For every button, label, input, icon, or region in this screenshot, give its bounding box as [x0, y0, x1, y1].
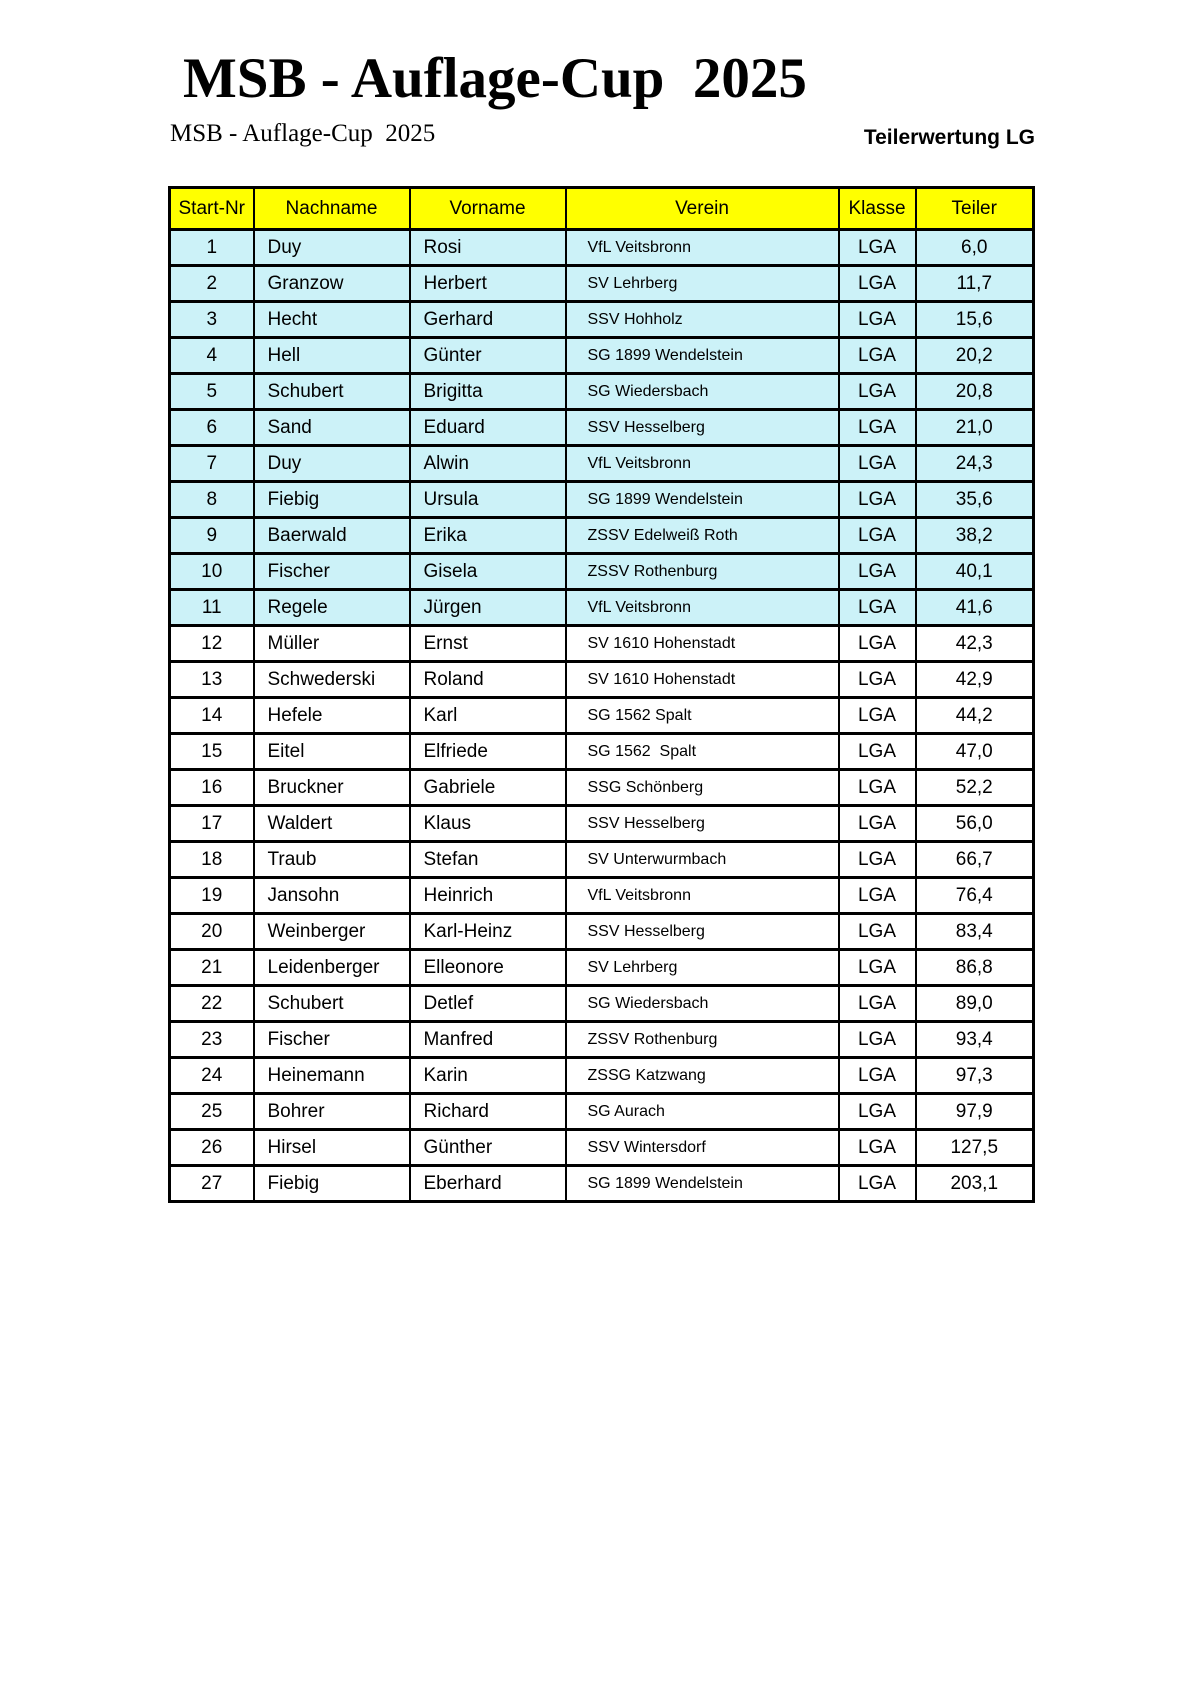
cell-vorname: Manfred	[410, 1022, 566, 1058]
cell-teiler: 20,8	[916, 374, 1034, 410]
cell-teiler: 47,0	[916, 734, 1034, 770]
cell-verein: SG Wiedersbach	[566, 374, 839, 410]
cell-verein: ZSSG Katzwang	[566, 1058, 839, 1094]
cell-klasse: LGA	[839, 518, 916, 554]
table-row	[170, 590, 1034, 626]
table-row	[170, 806, 1034, 842]
cell-start-nr: 2	[170, 266, 254, 302]
cell-start-nr: 13	[170, 662, 254, 698]
cell-nachname: Baerwald	[254, 518, 410, 554]
cell-nachname: Fiebig	[254, 1166, 410, 1202]
table-row	[170, 1166, 1034, 1202]
table-row	[170, 842, 1034, 878]
cell-verein: ZSSV Rothenburg	[566, 1022, 839, 1058]
cell-nachname: Eitel	[254, 734, 410, 770]
cell-start-nr: 24	[170, 1058, 254, 1094]
table-row	[170, 1094, 1034, 1130]
cell-start-nr: 23	[170, 1022, 254, 1058]
cell-teiler: 42,3	[916, 626, 1034, 662]
cell-verein: SSV Hesselberg	[566, 806, 839, 842]
cell-teiler: 93,4	[916, 1022, 1034, 1058]
cell-teiler: 89,0	[916, 986, 1034, 1022]
cell-teiler: 40,1	[916, 554, 1034, 590]
table-row	[170, 338, 1034, 374]
cell-teiler: 6,0	[916, 230, 1034, 266]
cell-vorname: Ursula	[410, 482, 566, 518]
cell-start-nr: 26	[170, 1130, 254, 1166]
cell-verein: SSV Hohholz	[566, 302, 839, 338]
cell-verein: SSV Hesselberg	[566, 914, 839, 950]
page-subtitle: MSB - Auflage-Cup 2025	[170, 120, 436, 147]
cell-start-nr: 16	[170, 770, 254, 806]
table-row	[170, 266, 1034, 302]
cell-vorname: Gabriele	[410, 770, 566, 806]
cell-klasse: LGA	[839, 230, 916, 266]
cell-vorname: Herbert	[410, 266, 566, 302]
cell-verein: SV Unterwurmbach	[566, 842, 839, 878]
cell-vorname: Heinrich	[410, 878, 566, 914]
header-row	[170, 188, 1034, 230]
table-row	[170, 986, 1034, 1022]
cell-klasse: LGA	[839, 986, 916, 1022]
table-row	[170, 446, 1034, 482]
cell-start-nr: 3	[170, 302, 254, 338]
cell-nachname: Bruckner	[254, 770, 410, 806]
cell-start-nr: 11	[170, 590, 254, 626]
cell-klasse: LGA	[839, 410, 916, 446]
cell-teiler: 21,0	[916, 410, 1034, 446]
cell-klasse: LGA	[839, 662, 916, 698]
table-row	[170, 662, 1034, 698]
cell-vorname: Karl-Heinz	[410, 914, 566, 950]
cell-nachname: Weinberger	[254, 914, 410, 950]
table-row	[170, 1058, 1034, 1094]
cell-verein: VfL Veitsbronn	[566, 230, 839, 266]
cell-vorname: Ernst	[410, 626, 566, 662]
table-row	[170, 374, 1034, 410]
cell-verein: SG 1562 Spalt	[566, 698, 839, 734]
cell-nachname: Traub	[254, 842, 410, 878]
cell-start-nr: 17	[170, 806, 254, 842]
cell-start-nr: 1	[170, 230, 254, 266]
cell-verein: SSV Hesselberg	[566, 410, 839, 446]
cell-klasse: LGA	[839, 482, 916, 518]
cell-start-nr: 7	[170, 446, 254, 482]
cell-nachname: Duy	[254, 230, 410, 266]
cell-vorname: Karin	[410, 1058, 566, 1094]
cell-start-nr: 15	[170, 734, 254, 770]
cell-klasse: LGA	[839, 338, 916, 374]
cell-klasse: LGA	[839, 806, 916, 842]
cell-verein: SV 1610 Hohenstadt	[566, 626, 839, 662]
cell-klasse: LGA	[839, 626, 916, 662]
cell-klasse: LGA	[839, 1094, 916, 1130]
cell-klasse: LGA	[839, 266, 916, 302]
cell-vorname: Jürgen	[410, 590, 566, 626]
cell-klasse: LGA	[839, 590, 916, 626]
cell-verein: SG Wiedersbach	[566, 986, 839, 1022]
table-row	[170, 410, 1034, 446]
cell-klasse: LGA	[839, 302, 916, 338]
cell-vorname: Richard	[410, 1094, 566, 1130]
table-row	[170, 302, 1034, 338]
column-header-verein: Verein	[566, 188, 839, 230]
table-row	[170, 230, 1034, 266]
cell-verein: SV Lehrberg	[566, 266, 839, 302]
cell-teiler: 97,3	[916, 1058, 1034, 1094]
cell-verein: SV 1610 Hohenstadt	[566, 662, 839, 698]
cell-start-nr: 21	[170, 950, 254, 986]
cell-teiler: 24,3	[916, 446, 1034, 482]
cell-teiler: 203,1	[916, 1166, 1034, 1202]
cell-start-nr: 19	[170, 878, 254, 914]
cell-vorname: Karl	[410, 698, 566, 734]
cell-nachname: Bohrer	[254, 1094, 410, 1130]
cell-verein: SSG Schönberg	[566, 770, 839, 806]
results-table-body	[170, 230, 1034, 1202]
cell-teiler: 38,2	[916, 518, 1034, 554]
cell-nachname: Duy	[254, 446, 410, 482]
cell-nachname: Regele	[254, 590, 410, 626]
cell-teiler: 35,6	[916, 482, 1034, 518]
cell-verein: SG 1899 Wendelstein	[566, 338, 839, 374]
cell-start-nr: 5	[170, 374, 254, 410]
cell-nachname: Fischer	[254, 554, 410, 590]
cell-nachname: Schubert	[254, 374, 410, 410]
cell-nachname: Jansohn	[254, 878, 410, 914]
cell-verein: SG 1899 Wendelstein	[566, 1166, 839, 1202]
cell-nachname: Granzow	[254, 266, 410, 302]
cell-verein: VfL Veitsbronn	[566, 446, 839, 482]
cell-klasse: LGA	[839, 1058, 916, 1094]
cell-klasse: LGA	[839, 374, 916, 410]
cell-vorname: Stefan	[410, 842, 566, 878]
cell-teiler: 56,0	[916, 806, 1034, 842]
cell-vorname: Günther	[410, 1130, 566, 1166]
cell-teiler: 20,2	[916, 338, 1034, 374]
cell-teiler: 76,4	[916, 878, 1034, 914]
table-row	[170, 698, 1034, 734]
column-header-vorname: Vorname	[410, 188, 566, 230]
cell-teiler: 42,9	[916, 662, 1034, 698]
column-header-nachname: Nachname	[254, 188, 410, 230]
cell-vorname: Alwin	[410, 446, 566, 482]
cell-vorname: Erika	[410, 518, 566, 554]
table-row	[170, 734, 1034, 770]
cell-start-nr: 14	[170, 698, 254, 734]
cell-teiler: 97,9	[916, 1094, 1034, 1130]
cell-teiler: 83,4	[916, 914, 1034, 950]
cell-vorname: Elleonore	[410, 950, 566, 986]
cell-nachname: Sand	[254, 410, 410, 446]
cell-start-nr: 27	[170, 1166, 254, 1202]
cell-klasse: LGA	[839, 734, 916, 770]
cell-teiler: 11,7	[916, 266, 1034, 302]
results-table	[168, 186, 1035, 1203]
cell-nachname: Schubert	[254, 986, 410, 1022]
cell-klasse: LGA	[839, 1130, 916, 1166]
cell-vorname: Günter	[410, 338, 566, 374]
cell-vorname: Klaus	[410, 806, 566, 842]
column-header-start-nr: Start-Nr	[170, 188, 254, 230]
cell-start-nr: 20	[170, 914, 254, 950]
cell-start-nr: 25	[170, 1094, 254, 1130]
cell-nachname: Hirsel	[254, 1130, 410, 1166]
cell-teiler: 127,5	[916, 1130, 1034, 1166]
cell-verein: ZSSV Edelweiß Roth	[566, 518, 839, 554]
cell-nachname: Waldert	[254, 806, 410, 842]
cell-klasse: LGA	[839, 698, 916, 734]
table-row	[170, 554, 1034, 590]
cell-vorname: Roland	[410, 662, 566, 698]
cell-start-nr: 4	[170, 338, 254, 374]
cell-vorname: Gerhard	[410, 302, 566, 338]
cell-verein: SSV Wintersdorf	[566, 1130, 839, 1166]
table-row	[170, 1130, 1034, 1166]
cell-klasse: LGA	[839, 1166, 916, 1202]
cell-vorname: Rosi	[410, 230, 566, 266]
table-row	[170, 914, 1034, 950]
cell-klasse: LGA	[839, 1022, 916, 1058]
cell-start-nr: 12	[170, 626, 254, 662]
cell-nachname: Fiebig	[254, 482, 410, 518]
cell-vorname: Eduard	[410, 410, 566, 446]
cell-klasse: LGA	[839, 842, 916, 878]
column-header-klasse: Klasse	[839, 188, 916, 230]
cell-start-nr: 18	[170, 842, 254, 878]
cell-nachname: Leidenberger	[254, 950, 410, 986]
cell-start-nr: 6	[170, 410, 254, 446]
cell-klasse: LGA	[839, 878, 916, 914]
cell-vorname: Detlef	[410, 986, 566, 1022]
table-row	[170, 626, 1034, 662]
cell-teiler: 41,6	[916, 590, 1034, 626]
table-row	[170, 878, 1034, 914]
cell-teiler: 44,2	[916, 698, 1034, 734]
cell-teiler: 86,8	[916, 950, 1034, 986]
cell-verein: SG Aurach	[566, 1094, 839, 1130]
cell-klasse: LGA	[839, 770, 916, 806]
page-title: MSB - Auflage-Cup 2025	[183, 47, 807, 110]
cell-nachname: Heinemann	[254, 1058, 410, 1094]
table-row	[170, 482, 1034, 518]
cell-nachname: Schwederski	[254, 662, 410, 698]
table-row	[170, 518, 1034, 554]
table-row	[170, 1022, 1034, 1058]
cell-vorname: Eberhard	[410, 1166, 566, 1202]
cell-vorname: Brigitta	[410, 374, 566, 410]
cell-nachname: Hefele	[254, 698, 410, 734]
cell-nachname: Hecht	[254, 302, 410, 338]
cell-klasse: LGA	[839, 446, 916, 482]
ranking-category-label: Teilerwertung LG	[863, 126, 1035, 149]
table-row	[170, 950, 1034, 986]
cell-verein: VfL Veitsbronn	[566, 590, 839, 626]
cell-teiler: 66,7	[916, 842, 1034, 878]
column-header-teiler: Teiler	[916, 188, 1034, 230]
cell-nachname: Hell	[254, 338, 410, 374]
cell-start-nr: 22	[170, 986, 254, 1022]
cell-teiler: 15,6	[916, 302, 1034, 338]
cell-klasse: LGA	[839, 914, 916, 950]
cell-start-nr: 10	[170, 554, 254, 590]
cell-nachname: Fischer	[254, 1022, 410, 1058]
cell-vorname: Elfriede	[410, 734, 566, 770]
cell-verein: SV Lehrberg	[566, 950, 839, 986]
cell-verein: VfL Veitsbronn	[566, 878, 839, 914]
cell-verein: SG 1899 Wendelstein	[566, 482, 839, 518]
cell-start-nr: 9	[170, 518, 254, 554]
cell-klasse: LGA	[839, 950, 916, 986]
cell-klasse: LGA	[839, 554, 916, 590]
cell-verein: ZSSV Rothenburg	[566, 554, 839, 590]
cell-start-nr: 8	[170, 482, 254, 518]
results-table-header	[170, 188, 1034, 230]
cell-verein: SG 1562 Spalt	[566, 734, 839, 770]
cell-nachname: Müller	[254, 626, 410, 662]
cell-vorname: Gisela	[410, 554, 566, 590]
table-row	[170, 770, 1034, 806]
cell-teiler: 52,2	[916, 770, 1034, 806]
